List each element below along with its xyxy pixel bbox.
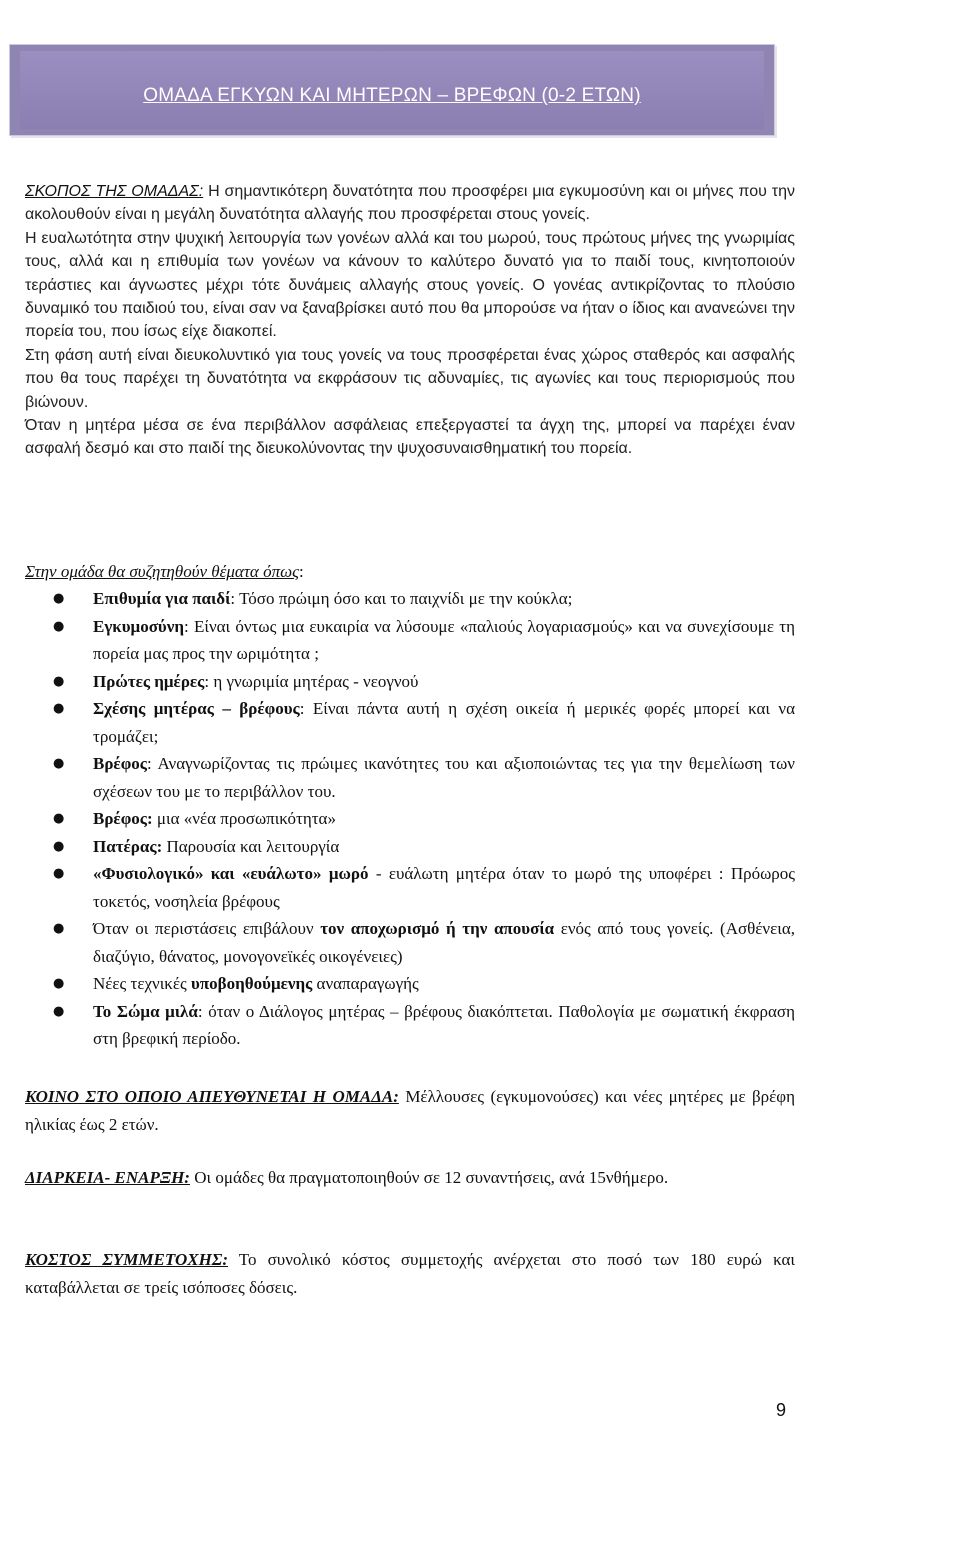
list-item bbox=[25, 915, 795, 970]
list-item bbox=[25, 668, 795, 696]
topics-heading bbox=[25, 558, 304, 586]
page-number: 9 bbox=[776, 1400, 787, 1420]
duration-section bbox=[25, 1164, 795, 1192]
audience-section bbox=[25, 1083, 795, 1138]
topics-heading-text: Στην ομάδα θα συζητηθούν θέματα όπως bbox=[25, 562, 299, 581]
topics-list bbox=[25, 585, 795, 1053]
list-item bbox=[25, 613, 795, 668]
purpose-paragraph bbox=[25, 180, 795, 227]
list-item bbox=[25, 833, 795, 861]
item-text: : όταν ο Διάλογος μητέρας – βρέφους διακόπτεται. Παθολογία με σωματική έκφραση στη βρεφική περίοδο. bbox=[93, 1001, 795, 1048]
item-text: : Είναι πάντα αυτή η σχέση οικεία ή μερικές φορές μπορεί και να τρομάζει; bbox=[93, 699, 796, 746]
topics-heading-colon: : bbox=[299, 562, 304, 581]
audience-text: Μέλλουσες (εγκυμονούσες) και νέες μητέρες με βρέφη ηλικίας έως 2 ετών. bbox=[25, 1087, 795, 1134]
list-item bbox=[25, 805, 795, 833]
item-bold: Εγκυμοσύνη bbox=[93, 616, 185, 636]
item-text: : Τόσο πρώιμη όσο και το παιχνίδι με την κούκλα; bbox=[230, 589, 573, 608]
item-bold: υποβοηθούμενης bbox=[191, 974, 313, 993]
intro-paragraph-3: Στη φάση αυτή είναι διευκολυντικό για τους γονείς να τους προσφέρεται ένας χώρος σταθερός και ασφαλής που θα τους παρέχει τη δυνατότητα να εκφράσουν τις αδυναμίες, τις αγωνίες και τους περιορισμούς που βιώνουν. bbox=[25, 346, 795, 411]
cost-text: Το συνολικό κόστος συμμετοχής ανέρχεται στο ποσό των 180 ευρώ και καταβάλλεται σε τρείς ισόποσες δόσεις. bbox=[25, 1250, 795, 1297]
item-bold: Βρέφος: bbox=[93, 809, 153, 828]
list-item bbox=[25, 585, 795, 613]
list-item bbox=[25, 695, 795, 750]
cost-section bbox=[25, 1246, 795, 1301]
cost-label: ΚΟΣΤΟΣ ΣΥΜΜΕΤΟΧΗΣ: bbox=[25, 1250, 228, 1269]
item-bold: Πρώτες ημέρες bbox=[93, 671, 205, 691]
page-title: ΟΜΑΔΑ ΕΓΚΥΩΝ ΚΑΙ ΜΗΤΕΡΩΝ – ΒΡΕΦΩΝ (0-2 ΕΤΩΝ) bbox=[143, 85, 641, 106]
item-bold: Πατέρας: bbox=[93, 836, 163, 856]
item-bold: Σχέσης μητέρας – βρέφους bbox=[93, 699, 300, 718]
purpose-label: ΣΚΟΠΟΣ ΤΗΣ ΟΜΑΔΑΣ: bbox=[25, 183, 204, 200]
duration-label: ΔΙΑΡΚΕΙΑ- ΕΝΑΡΞΗ: bbox=[25, 1168, 190, 1187]
duration-text: Οι ομάδες θα πραγματοποιηθούν σε 12 συναντήσεις, ανά 15νθήμερο. bbox=[189, 1168, 669, 1187]
item-text: - ευάλωτη μητέρα όταν το μωρό της υποφέρει : Πρόωρος τοκετός, νοσηλεία βρέφους bbox=[93, 864, 795, 911]
title-banner bbox=[9, 44, 775, 136]
item-bold: «Φυσιολογικό» και «ευάλωτο» μωρό bbox=[93, 864, 369, 883]
item-text: αναπαραγωγής bbox=[312, 974, 419, 993]
item-text: : η γνωριμία μητέρας - νεογνού bbox=[204, 671, 419, 691]
item-bold: Βρέφος bbox=[93, 754, 147, 773]
list-item bbox=[25, 998, 795, 1053]
list-item bbox=[25, 860, 795, 915]
item-text: : Είναι όντως μια ευκαιρία να λύσουμε «παλιούς λογαριασμούς» και να συνεχίσουμε τη πορεία μας προς την ωριμότητα ; bbox=[93, 616, 795, 663]
list-item bbox=[25, 970, 795, 998]
audience-label: ΚΟΙΝΟ ΣΤΟ ΟΠΟΙΟ ΑΠΕΥΘΥΝΕΤΑΙ Η ΟΜΑΔΑ: bbox=[25, 1087, 399, 1106]
intro-paragraph-2: Η ευαλωτότητα στην ψυχική λειτουργία των γονέων αλλά και του μωρού, τους πρώτους μήνες της γνωριμίας τους, αλλά και η επιθυμία των γονέων να κάνουν το καλύτερο δυνατό για το παιδί τους, κινητοποιούν τεράστιες και άγνωστες μέχρι τότε δυνάμεις αλλαγής στους γονείς. Ο γονέας αντικρίζοντας το πλούσιο δυναμικό του παιδιού του, είναι σαν να ξαναβρίσκει αυτό που θα μπορούσε να ήταν ο ίδιος και ανανεώνει την πορεία του, που ίσως είχε διακοπεί. bbox=[25, 229, 795, 341]
item-text: : Αναγνωρίζοντας τις πρώιμες ικανότητες του και αξιοποιώντας τες για την θεμελίωση των σχέσεων του με το περιβάλλον του. bbox=[93, 754, 795, 801]
list-item bbox=[25, 750, 795, 805]
item-bold: Το Σώμα μιλά bbox=[93, 1001, 198, 1021]
item-text: ενός από τους γονείς. (Ασθένεια, διαζύγιο, θάνατος, μονογονεϊκές οικογένειες) bbox=[93, 919, 795, 966]
item-bold: τον αποχωρισμό ή την απουσία bbox=[320, 919, 555, 938]
item-text: μια «νέα προσωπικότητα» bbox=[152, 809, 336, 828]
purpose-text: Η σημαντικότερη δυνατότητα που προσφέρει μια εγκυμοσύνη και οι μήνες που την ακολουθούν είναι η μεγάλη δυνατότητα αλλαγής που προσφέρεται στους γονείς. bbox=[25, 183, 796, 224]
item-pre: Νέες τεχνικές bbox=[93, 974, 191, 993]
intro-paragraph-4: Όταν η μητέρα μέσα σε ένα περιβάλλον ασφάλειας επεξεργαστεί τα άγχη της, μπορεί να παρέχει έναν ασφαλή δεσμό και στο παιδί της διευκολύνοντας την ψυχοσυναισθηματική του πορεία. bbox=[25, 417, 795, 458]
item-text: Παρουσία και λειτουργία bbox=[162, 836, 340, 856]
intro-section bbox=[25, 180, 795, 461]
item-bold: Επιθυμία για παιδί bbox=[93, 589, 231, 608]
item-pre: Όταν οι περιστάσεις επιβάλουν bbox=[93, 919, 321, 938]
